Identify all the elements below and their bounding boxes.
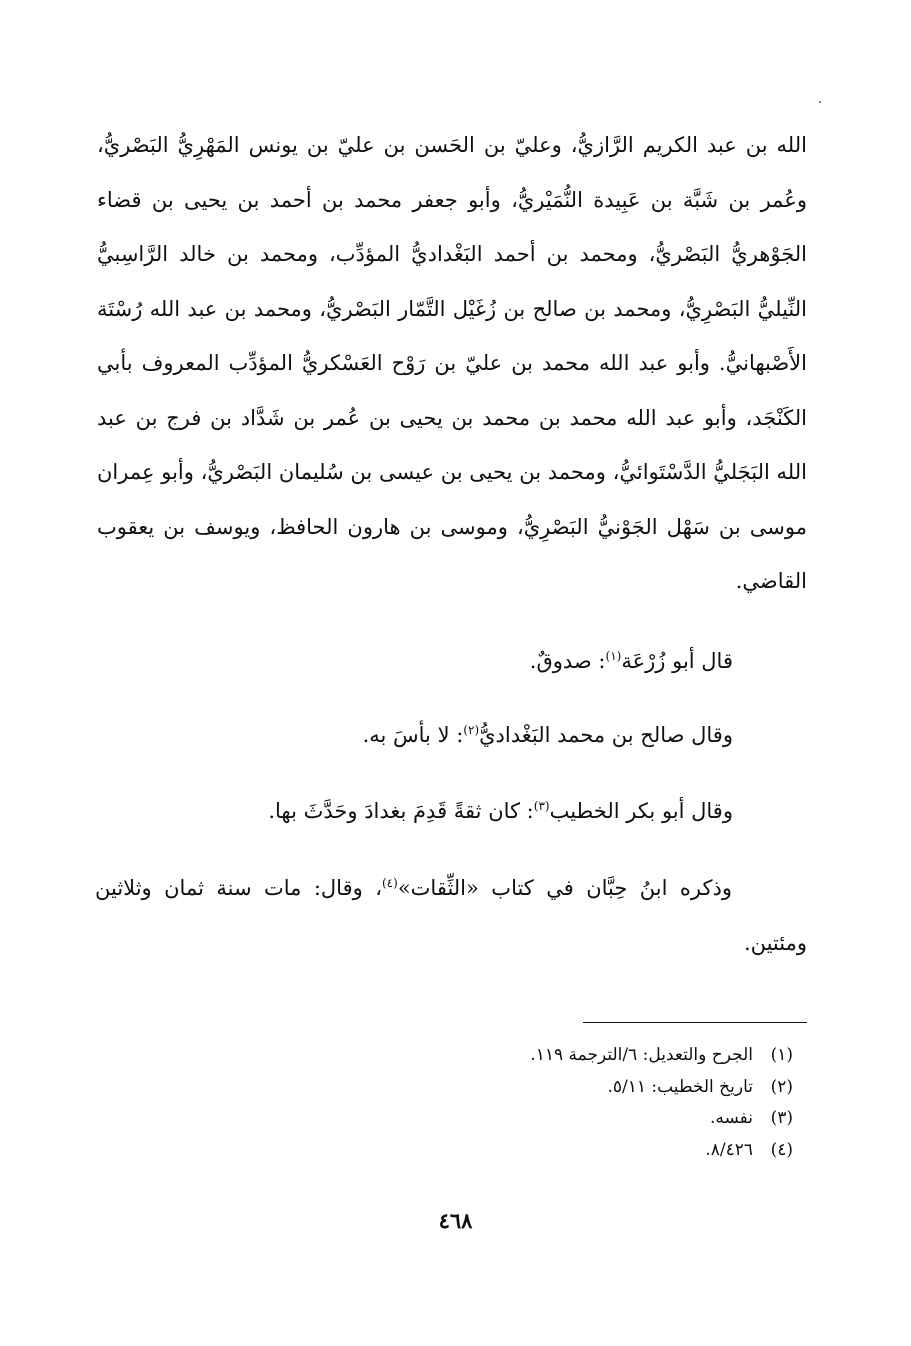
- quote-khatib: [93, 784, 733, 838]
- quote-text: : كان ثقةً قَدِمَ بغدادَ وحَدَّثَ بها.: [268, 799, 534, 823]
- page-number: ٤٦٨: [438, 1208, 473, 1233]
- footnote-ref: (٢): [463, 723, 480, 737]
- footnote-ref: (١): [605, 649, 622, 663]
- paragraph-text: وذكره ابنُ حِبَّان في كتاب «الثِّقات»: [397, 876, 732, 900]
- quote-text: وقال أبو بكر الخطيب: [549, 799, 733, 823]
- footnote-text: نفسه.: [709, 1108, 753, 1128]
- footnote-number: (٤): [770, 1139, 793, 1160]
- closing-paragraph: [95, 861, 807, 971]
- footnote-number: (٣): [770, 1108, 793, 1128]
- quote-salih-baghdadi: [93, 708, 733, 762]
- quote-text: : صدوقٌ.: [529, 649, 606, 673]
- paragraph-text: ، وقال: مات سنة ثمان وثلاثين ومئتين.: [95, 876, 807, 955]
- quote-text: قال أبو زُرْعَة: [621, 649, 733, 673]
- scan-speck: [819, 101, 821, 103]
- footnote-item: [273, 1040, 793, 1072]
- footnote-ref: (٤): [381, 876, 398, 890]
- footnote-number: (١): [770, 1045, 793, 1065]
- footnote-text: تاريخ الخطيب: ٥/١١.: [607, 1076, 753, 1097]
- quote-text: وقال صالح بن محمد البَغْداديُّ: [479, 723, 733, 747]
- footnote-text: الجرح والتعديل: ٦/الترجمة ١١٩.: [530, 1045, 753, 1065]
- footnote-number: (٢): [770, 1076, 793, 1097]
- footnote-divider: [583, 1022, 807, 1023]
- opening-paragraph: الله بن عبد الكريم الرَّازيُّ، وعليّ بن الحَسن بن عليّ بن يونس المَهْرِيُّ البَصْريُّ، وعُمر بن شَبَّة بن عَبِيدة النُّمَيْريُّ، وأبو جعفر محمد بن أحمد بن يحيى بن قضاء الجَوْهريُّ البَصْريُّ، ومحمد بن أحمد البَغْداديُّ المؤدِّب، ومحمد بن خالد الرَّاسِبيُّ النِّيليُّ البَصْرِيُّ، ومحمد بن صالح بن زُغَيْل التَّمّار البَصْريُّ، ومحمد بن عبد الله رُسْتَة الأَصْبهانيُّ. وأبو عبد الله محمد بن عليّ بن رَوْح العَسْكريُّ المؤدِّب المعروف بأبي الكَنْجَد، وأبو عبد الله محمد بن محمد بن يحيى بن عُمر بن شَدَّاد بن فرج بن عبد الله البَجَليُّ الدَّسْتَوائيُّ، ومحمد بن يحيى بن عيسى بن سُليمان البَصْريُّ، وأبو عِمران موسى بن سَهْل الجَوْنيُّ البَصْرِيُّ، وموسى بن هارون الحافظ، ويوسف بن يعقوب القاضي.: [97, 133, 807, 593]
- footnote-item: [273, 1135, 793, 1167]
- footnote-item: [273, 1103, 793, 1135]
- quote-abu-zurah: [93, 634, 733, 688]
- footnote-text: ٨/٤٢٦.: [705, 1139, 753, 1160]
- footnote-item: [273, 1072, 793, 1104]
- footnotes-list: [273, 1040, 793, 1166]
- quote-text: : لا بأسَ به.: [362, 723, 464, 747]
- footnote-ref: (٣): [533, 799, 550, 813]
